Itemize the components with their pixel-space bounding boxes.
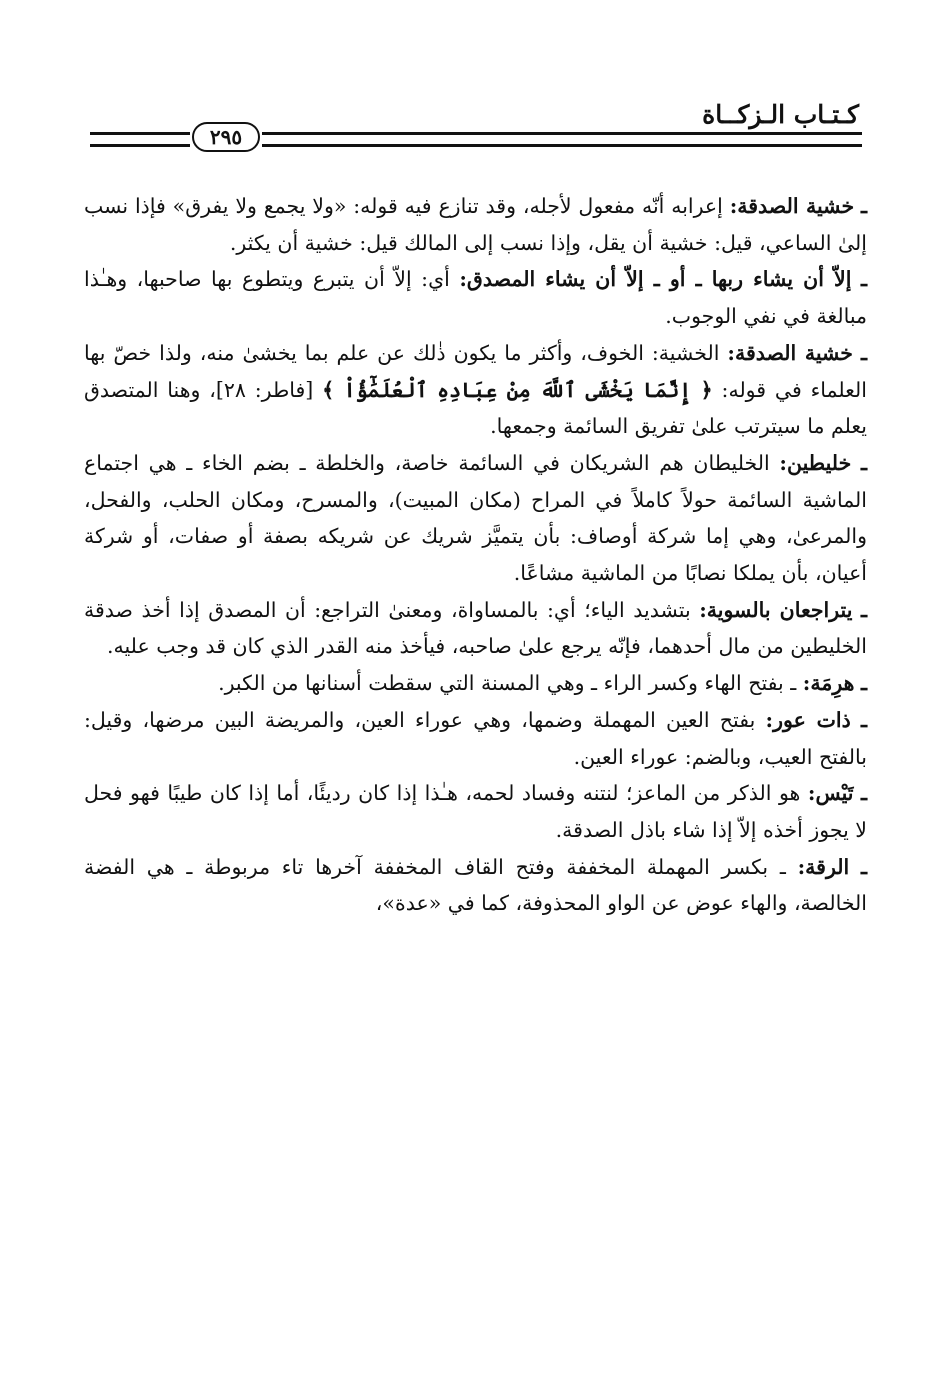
- glossary-entry: [84, 445, 867, 592]
- entry-term: خليطين:: [779, 450, 852, 475]
- entry-dash: ـ: [860, 597, 867, 622]
- glossary-entry: [84, 592, 867, 665]
- glossary-entry: [84, 775, 867, 848]
- entry-definition: ـ بفتح الهاء وكسر الراء ـ وهي المسنة التي سقطت أسنانها من الكبر.: [218, 671, 803, 696]
- quran-verse: ﴿ إِنَّمَا يَخْشَى ٱللَّهَ مِنْ عِبَادِهِ ٱلْعُلَمَٰٓؤُاْ ﴾: [322, 377, 713, 402]
- glossary-entry: [84, 849, 867, 922]
- running-header-title: كـتـاب الـزكــاة: [702, 100, 859, 129]
- entry-definition: بفتح العين المهملة وضمها، وهي عوراء العين، والمريضة البين مرضها، وقيل: بالفتح العيب، وبالضم: عوراء العين.: [84, 707, 867, 769]
- entry-term: خشية الصدقة:: [727, 340, 853, 365]
- glossary-entry: [84, 188, 867, 261]
- entry-definition: الخليطان هم الشريكان في السائمة خاصة، والخلطة ـ بضم الخاء ـ هي اجتماع الماشية السائمة حولاً كاملاً في المراح (مكان المبيت)، والمسرح، ومكان الحلب، والفحل، والمرعىٰ، وهي إما شركة أوصاف: بأن يتميَّز شريك عن شريكه بصفة أو صفات، أو شركة أعيان، بأن يملكا نصابًا من الماشية مشاعًا.: [84, 450, 867, 586]
- entry-term: هرِمَة:: [802, 671, 855, 696]
- entry-definition: ـ بكسر المهملة المخففة وفتح القاف المخففة آخرها تاء مربوطة ـ هي الفضة الخالصة، والهاء عوض عن الواو المحذوفة، كما في «عدة»،: [84, 854, 867, 916]
- glossary-entry: [84, 335, 867, 445]
- entry-term: الرقة:: [797, 854, 850, 879]
- entry-dash: ـ: [860, 781, 867, 806]
- entry-definition: أي: إلاّ أن يتبرع ويتطوع بها صاحبها، وهـٰذا مبالغة في نفي الوجوب.: [84, 267, 867, 329]
- entry-dash: ـ: [860, 194, 867, 218]
- entry-dash: ـ: [860, 267, 867, 292]
- entry-term: يتراجعان بالسوية:: [699, 597, 853, 622]
- entry-definition: الخشية: الخوف، وأكثر ما يكون ذٰلك عن علم بما يخشىٰ منه، ولذا خصّ بها العلماء في قوله:: [84, 340, 867, 402]
- entry-definition: هو الذكر من الماعز؛ لنتنه وفساد لحمه، هـٰذا إذا كان رديئًا، أما إذا كان طيبًا فهو فحل لا يجوز أخذه إلاّ إذا شاء باذل الصدقة.: [84, 781, 867, 842]
- entry-term: إلاّ أن يشاء ربها ـ أو ـ إلاّ أن يشاء المصدق:: [459, 267, 852, 292]
- entry-definition: إعرابه أنّه مفعول لأجله، وقد تنازع فيه قوله: «ولا يجمع ولا يفرق» فإذا نسب إلىٰ الساعي، قيل: خشية أن يقل، وإذا نسب إلى المالك قيل: خشية أن يكثر.: [84, 194, 867, 255]
- page-number: ٢٩٥: [192, 122, 260, 152]
- glossary-entry: [84, 702, 867, 775]
- entry-definition: بتشديد الياء؛ أي: بالمساواة، ومعنىٰ التراجع: أن المصدق إذا أخذ صدقة الخليطين من مال أحدهما، فإنّه يرجع علىٰ صاحبه، فيأخذ منه القدر الذي كان قد وجب عليه.: [84, 597, 867, 659]
- entry-term: ذات عور:: [765, 707, 851, 732]
- header-rule-right: [262, 132, 862, 147]
- entry-term: تَيْس:: [807, 781, 854, 806]
- entry-dash: ـ: [860, 707, 867, 732]
- entry-definition-continued: [فاطر: ٢٨]، وهنا المتصدق يعلم ما سيترتب علىٰ تفريق السائمة وجمعها.: [84, 377, 867, 439]
- entry-dash: ـ: [860, 340, 867, 365]
- glossary-entry: [84, 665, 867, 702]
- entry-dash: ـ: [860, 450, 867, 475]
- entry-dash: ـ: [860, 854, 867, 879]
- entry-term: خشية الصدقة:: [729, 194, 855, 218]
- glossary-body: [84, 188, 867, 922]
- header-rule-left: [90, 132, 190, 147]
- entry-dash: ـ: [860, 671, 867, 696]
- glossary-entry: [84, 261, 867, 334]
